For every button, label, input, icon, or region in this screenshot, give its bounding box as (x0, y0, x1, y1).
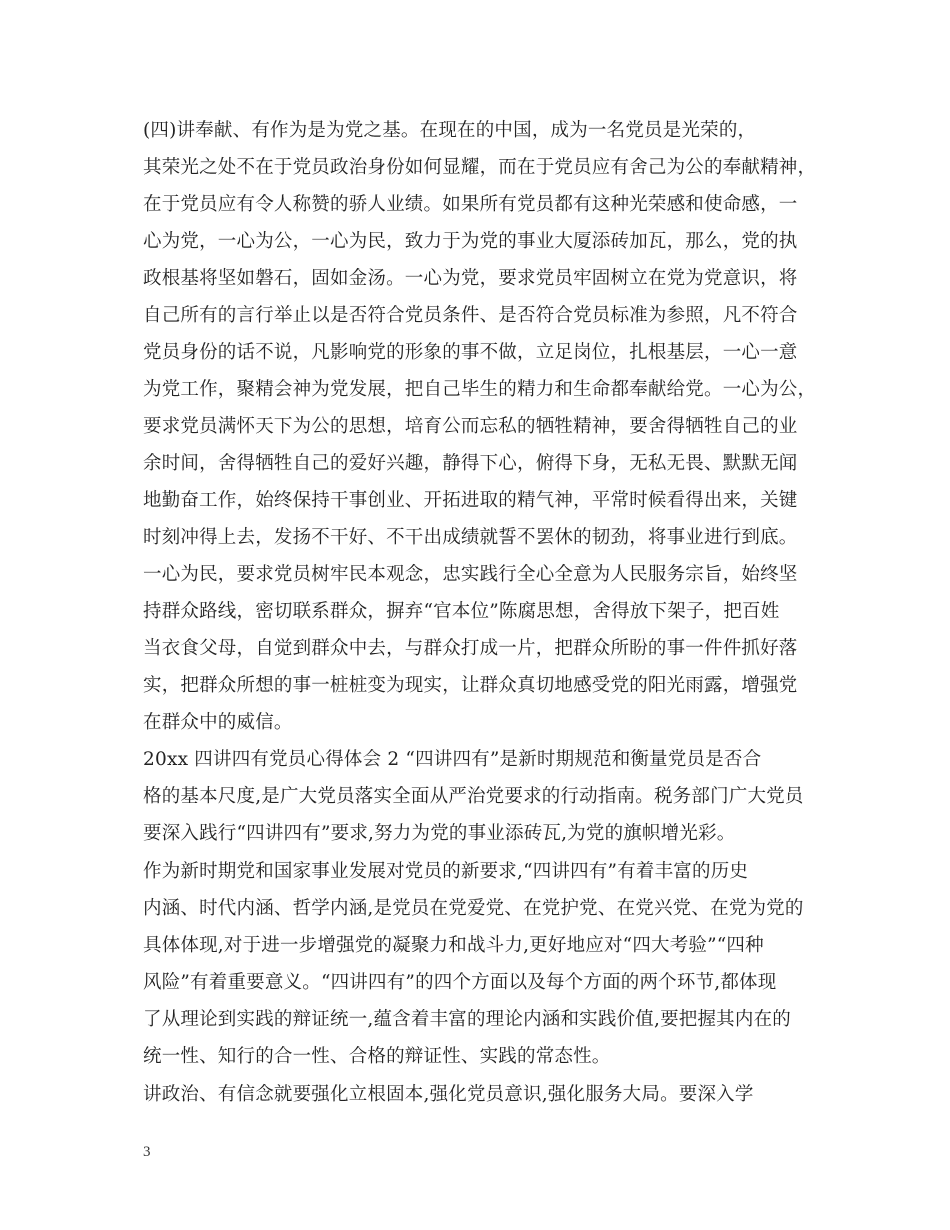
text-line: 党员身份的话不说，凡影响党的形象的事不做，立足岗位，扎根基层，一心一意 (143, 342, 798, 363)
text-line: 要深入践行“四讲四有”要求,努力为党的事业添砖瓦,为党的旗帜增光彩。 (143, 823, 736, 844)
text-line: 一心为民，要求党员树牢民本观念，忠实践行全心全意为人民服务宗旨，始终坚 (143, 564, 798, 585)
text-line: 政根基将坚如磐石，固如金汤。一心为党，要求党员牢固树立在党为党意识，将 (143, 268, 798, 289)
text-line: 作为新时期党和国家事业发展对党员的新要求,“四讲四有”有着丰富的历史 (143, 861, 749, 882)
text-line: 自己所有的言行举止以是否符合党员条件、是否符合党员标准为参照，凡不符合 (143, 305, 798, 326)
text-line: 内涵、时代内涵、哲学内涵,是党员在党爱党、在党护党、在党兴党、在党为党的 (143, 898, 804, 919)
text-line: 要求党员满怀天下为公的思想，培育公而忘私的牺牲精神，要舍得牺牲自己的业 (143, 416, 798, 437)
text-line: 风险”有着重要意义。“四讲四有”的四个方面以及每个方面的两个环节,都体现 (143, 972, 777, 993)
text-line: 余时间，舍得牺牲自己的爱好兴趣，静得下心，俯得下身，无私无畏、默默无闻 (143, 453, 798, 474)
text-line: (四)讲奉献、有作为是为党之基。在现在的中国，成为一名党员是光荣的， (143, 120, 757, 141)
text-line: 其荣光之处不在于党员政治身份如何显耀，而在于党员应有舍己为公的奉献精神， (143, 157, 817, 178)
text-line: 实，把群众所想的事一桩桩变为现实，让群众真切地感受党的阳光雨露，增强党 (143, 675, 798, 696)
text-line: 地勤奋工作，始终保持干事创业、开拓进取的精气神，平常时候看得出来，关键 (143, 490, 798, 511)
text-line: 在于党员应有令人称赞的骄人业绩。如果所有党员都有这种光荣感和使命感，一 (143, 194, 798, 215)
text-line: 统一性、知行的合一性、合格的辩证性、实践的常态性。 (143, 1046, 611, 1067)
text-line: 了从理论到实践的辩证统一,蕴含着丰富的理论内涵和实践价值,要把握其内在的 (143, 1009, 791, 1030)
text-line: 当衣食父母，自觉到群众中去，与群众打成一片，把群众所盼的事一件件抓好落 (143, 638, 798, 659)
text-line: 为党工作，聚精会神为党发展，把自己毕生的精力和生命都奉献给党。一心为公， (143, 379, 817, 400)
text-line: 具体体现,对于进一步增强党的凝聚力和战斗力,更好地应对“四大考验”“四种 (143, 935, 764, 956)
text-line: 格的基本尺度,是广大党员落实全面从严治党要求的行动指南。税务部门广大党员 (143, 786, 804, 807)
text-line: 讲政治、有信念就要强化立根固本,强化党员意识,强化服务大局。要深入学 (143, 1084, 754, 1105)
page-number: 3 (143, 1144, 151, 1160)
text-line: 在群众中的威信。 (143, 712, 293, 733)
text-line: 心为党，一心为公，一心为民，致力于为党的事业大厦添砖加瓦，那么，党的执 (143, 231, 798, 252)
text-line: 持群众路线，密切联系群众，摒弃“官本位”陈腐思想，舍得放下架子，把百姓 (143, 601, 780, 622)
text-line: 20xx 四讲四有党员心得体会 2 “四讲四有”是新时期规范和衡量党员是否合 (143, 749, 762, 770)
text-line: 时刻冲得上去，发扬不干好、不干出成绩就誓不罢休的韧劲，将事业进行到底。 (143, 527, 798, 548)
